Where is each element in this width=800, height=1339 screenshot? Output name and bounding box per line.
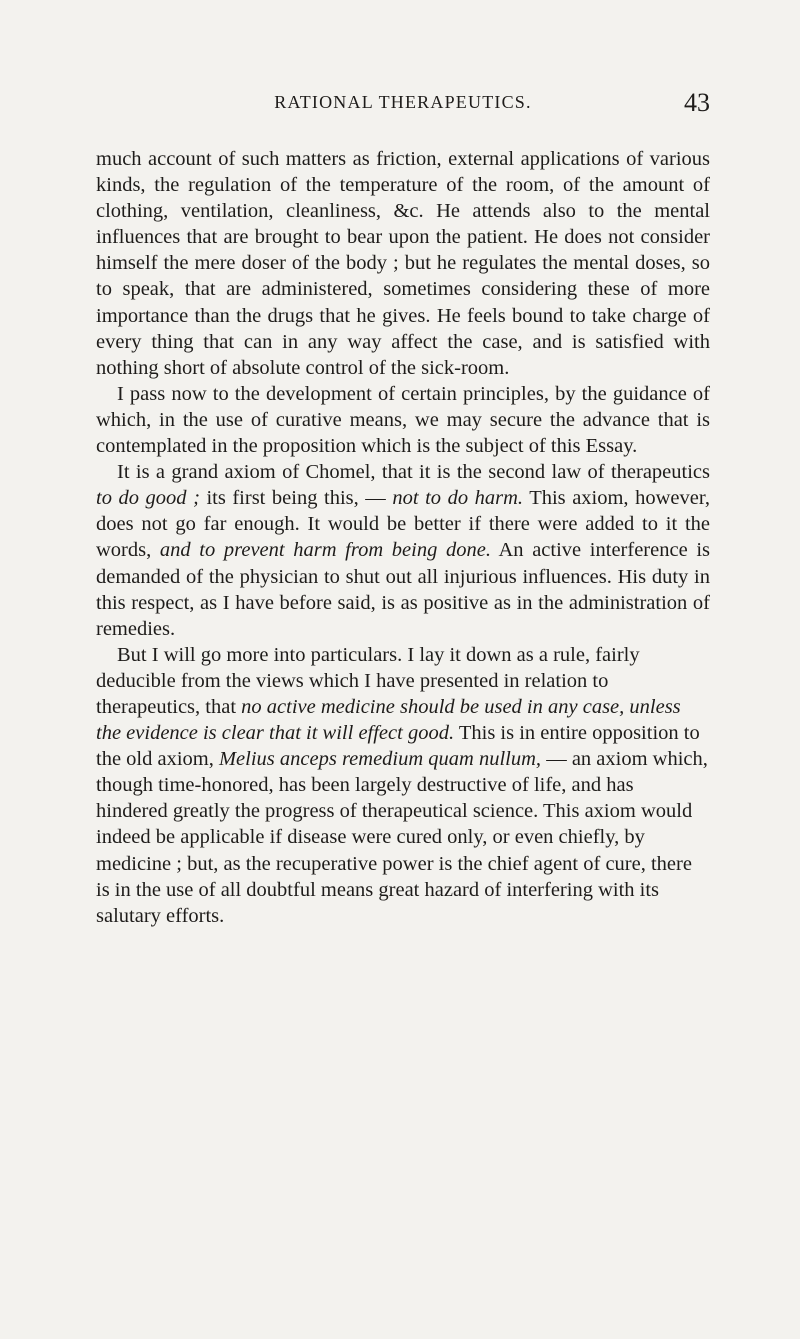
italic-run: Melius anceps remedium quam nullum, bbox=[218, 748, 542, 771]
paragraph bbox=[96, 381, 710, 459]
text-run: It is a grand axiom of Chomel, that it is the second law of therapeutics bbox=[117, 461, 710, 484]
text-run: I pass now to the development of certain principles, by the guidance of which, in the use of curative means, we may secure the advance that is contemplated in the proposition which is the subject of this Essay. bbox=[96, 382, 710, 458]
text-run: This is in entire opposition to the old axiom, bbox=[96, 722, 700, 771]
italic-run: no active medicine should be used in any case, unless the evidence is clear that it will effect good. bbox=[96, 695, 681, 745]
text-run: — an axiom which, though time-honored, has been largely destructive of life, and has hindered greatly the progress of therapeutical science. This axiom would indeed be applicable if disease were cured only, or even chiefly, by medicine ; but, as the recuperative power is the chief agent of cure, there is in the use of all doubtful means great hazard of interfering with its salutary efforts. bbox=[96, 748, 708, 927]
running-title: RATIONAL THERAPEUTICS. bbox=[274, 92, 532, 112]
text-run: its first being this, — bbox=[199, 487, 393, 510]
text-run: much account of such matters as friction, external applications of various kinds, the regulation of the temperature of the room, of the amount of clothing, ventilation, cleanliness, &c. He attends also to the mental influences that are brought to bear upon the patient. He does not consider himself the mere doser of the body ; but he regulates the mental doses, so to speak, that are administered, sometimes considering these of more importance than the drugs that he gives. He feels bound to take charge of every thing that can in any way affect the case, and is satisfied with nothing short of absolute control of the sick-room. bbox=[96, 148, 710, 379]
paragraph bbox=[96, 459, 710, 642]
page-number: 43 bbox=[684, 88, 710, 117]
italic-run: not to do harm. bbox=[392, 487, 524, 510]
running-head bbox=[96, 88, 710, 120]
text-run: But I will go more into particulars. I lay it down as a rule, fairly deducible from the views which I have presented in relation to therapeutics, that bbox=[96, 643, 640, 718]
body-text bbox=[96, 146, 710, 929]
text-run: This axiom, however, does not go far enough. It would be better if there were added to it the words, bbox=[96, 487, 710, 562]
italic-run: to do good ; bbox=[96, 487, 200, 510]
paragraph bbox=[96, 146, 710, 381]
italic-run: and to prevent harm from being done. bbox=[159, 539, 491, 562]
paragraph bbox=[96, 642, 710, 929]
text-run: An active interference is demanded of the physician to shut out all injurious influences. His duty in this respect, as I have before said, is as positive as in the administration of remedies. bbox=[96, 539, 710, 640]
